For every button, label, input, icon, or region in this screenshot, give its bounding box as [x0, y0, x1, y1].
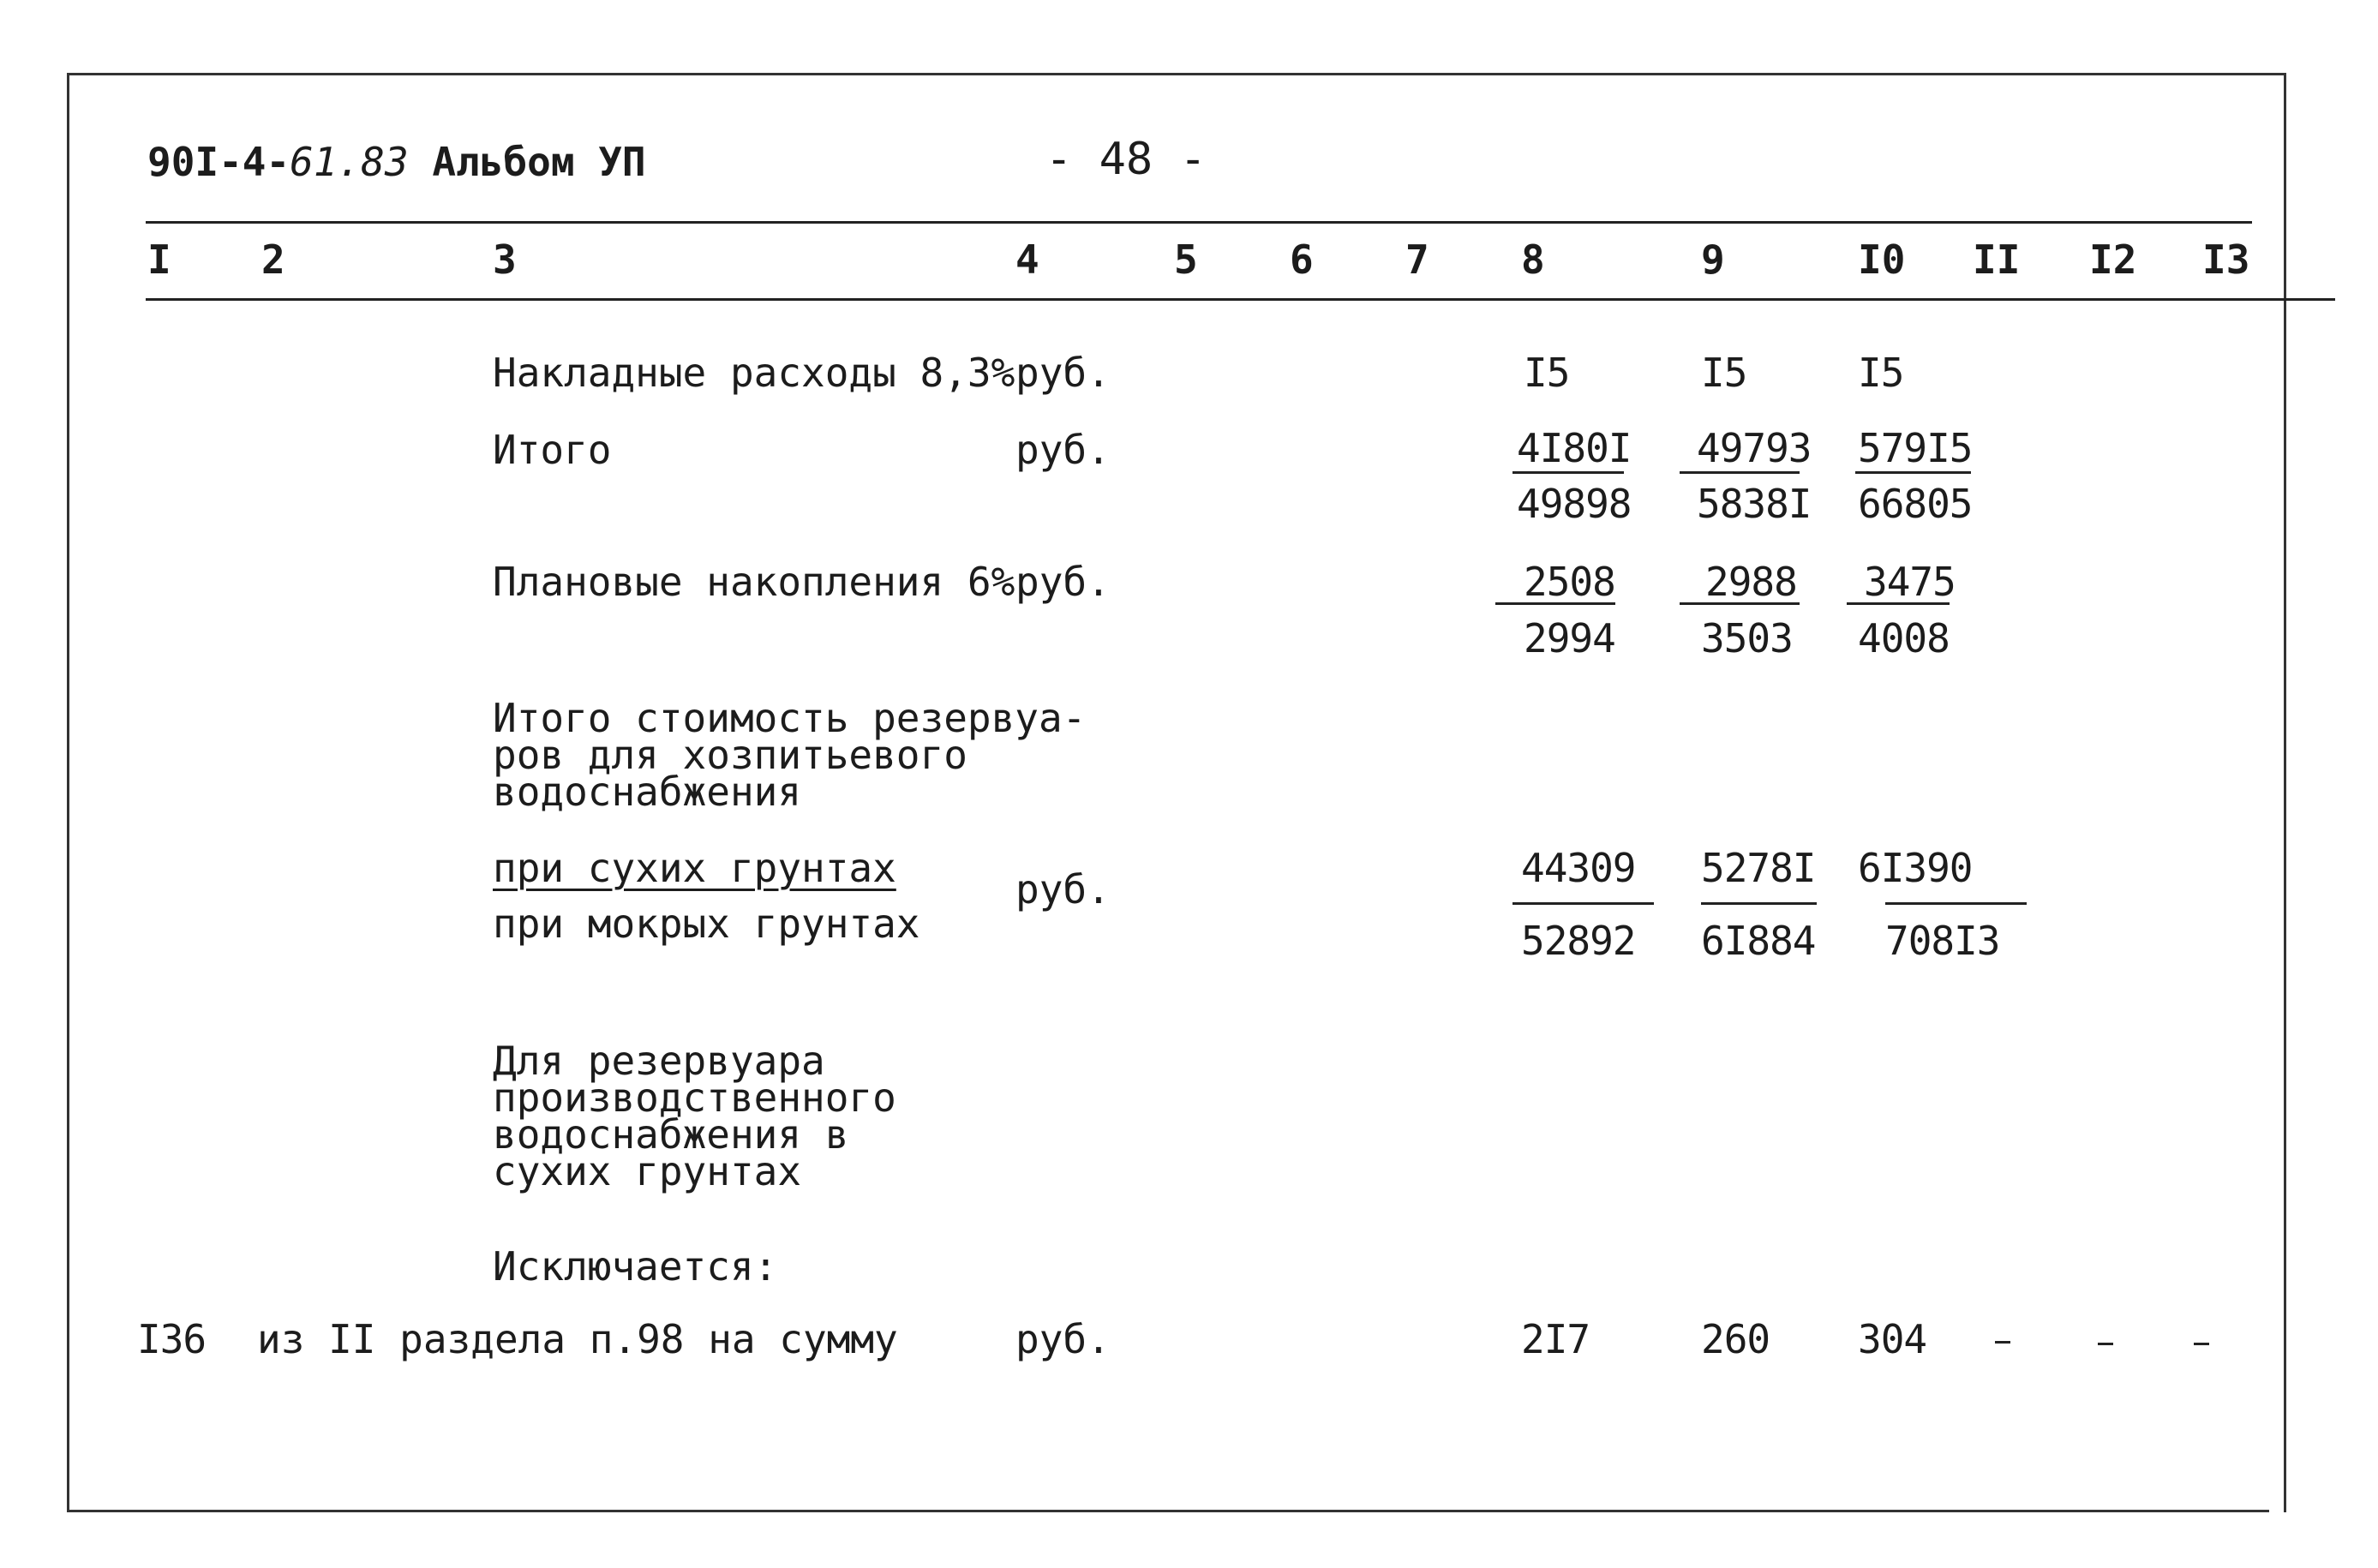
value-col8-bottom: 49898: [1517, 481, 1632, 527]
unit-label: руб.: [1015, 427, 1111, 473]
frame-right-border: [2284, 73, 2286, 1512]
column-header-2: 2: [261, 236, 285, 283]
value-col8-top: 2508: [1524, 559, 1615, 605]
column-header-10: I0: [1858, 236, 1906, 283]
value-col10-bottom: 4008: [1858, 615, 1950, 661]
fraction-line: [1701, 902, 1817, 905]
value-col10-top: 6I390: [1858, 845, 1973, 891]
column-header-7: 7: [1405, 236, 1429, 283]
value-col8: 2I7: [1521, 1316, 1590, 1362]
dash-col13: [2194, 1343, 2209, 1345]
value-col9: I5: [1701, 350, 1747, 396]
header-top-rule: [146, 221, 2252, 224]
text-line: ров для хозпитьевого: [493, 732, 967, 778]
fraction-line: [1885, 902, 2027, 905]
value-col8-top: 44309: [1521, 845, 1636, 891]
row-label-total: Итого: [493, 427, 612, 473]
fraction-line: [1512, 902, 1654, 905]
value-col10-top: 579I5: [1858, 425, 1973, 471]
frame-left-border: [67, 73, 69, 1512]
fraction-line: [1680, 602, 1800, 605]
value-col9-bottom: 5838I: [1697, 481, 1812, 527]
column-header-6: 6: [1290, 236, 1314, 283]
unit-label: руб.: [1015, 350, 1111, 396]
document-code: 90I-4-61.83 Альбом УП: [147, 139, 646, 185]
text-line: сухих грунтах: [493, 1148, 802, 1194]
unit-label: руб.: [1015, 866, 1111, 913]
dash-col12: [2098, 1343, 2113, 1345]
column-header-3: 3: [493, 236, 517, 283]
text-line: Для резервуара: [493, 1038, 825, 1084]
frame-top-border: [67, 73, 2286, 75]
value-col10-bottom: 708I3: [1885, 918, 2000, 964]
value-col9-top: 2988: [1705, 559, 1797, 605]
fraction-line: [1855, 471, 1971, 474]
value-col10-top: 3475: [1864, 559, 1956, 605]
value-col9-bottom: 3503: [1701, 615, 1793, 661]
column-header-9: 9: [1701, 236, 1725, 283]
row-label-wet-soil: при мокрых грунтах: [493, 901, 920, 947]
value-col9: 260: [1701, 1316, 1770, 1362]
page-number: - 48 -: [1045, 134, 1207, 185]
fraction-line: [1495, 602, 1615, 605]
unit-label: руб.: [1015, 559, 1111, 605]
fraction-line: [1512, 471, 1624, 474]
column-header-11: II: [1973, 236, 2021, 283]
column-header-1: I: [147, 236, 171, 283]
text-line: Итого стоимость резервуа-: [493, 695, 1087, 741]
column-header-5: 5: [1174, 236, 1198, 283]
column-header-4: 4: [1015, 236, 1039, 283]
column-header-8: 8: [1521, 236, 1545, 283]
fraction-line: [1847, 602, 1950, 605]
column-header-13: I3: [2202, 236, 2250, 283]
value-col8: I5: [1524, 350, 1570, 396]
value-col10-bottom: 66805: [1858, 481, 1973, 527]
dash-col11: [1995, 1341, 2010, 1344]
text-line: водоснабжения в: [493, 1111, 849, 1158]
value-col10: I5: [1858, 350, 1904, 396]
excluded-label: Исключается:: [493, 1243, 778, 1290]
value-col10: 304: [1858, 1316, 1927, 1362]
text-line: водоснабжения: [493, 769, 802, 815]
value-col8-bottom: 52892: [1521, 918, 1636, 964]
value-col8-top: 4I80I: [1517, 425, 1632, 471]
row-label-dry-soil: при сухих грунтах: [493, 845, 896, 891]
item-description: из II раздела п.98 на сумму: [257, 1316, 898, 1362]
value-col9-bottom: 6I884: [1701, 918, 1816, 964]
fraction-line: [1680, 471, 1800, 474]
row-label-planned-savings: Плановые накопления 6%: [493, 559, 1015, 605]
frame-bottom-border: [67, 1510, 2269, 1512]
row-label-overhead: Накладные расходы 8,3%: [493, 350, 1015, 396]
value-col8-bottom: 2994: [1524, 615, 1615, 661]
text-line: производственного: [493, 1074, 896, 1121]
header-bottom-rule: [146, 298, 2335, 301]
unit-label: руб.: [1015, 1316, 1111, 1362]
value-col9-top: 49793: [1697, 425, 1812, 471]
item-number: I36: [137, 1316, 207, 1362]
column-header-12: I2: [2089, 236, 2137, 283]
value-col9-top: 5278I: [1701, 845, 1816, 891]
